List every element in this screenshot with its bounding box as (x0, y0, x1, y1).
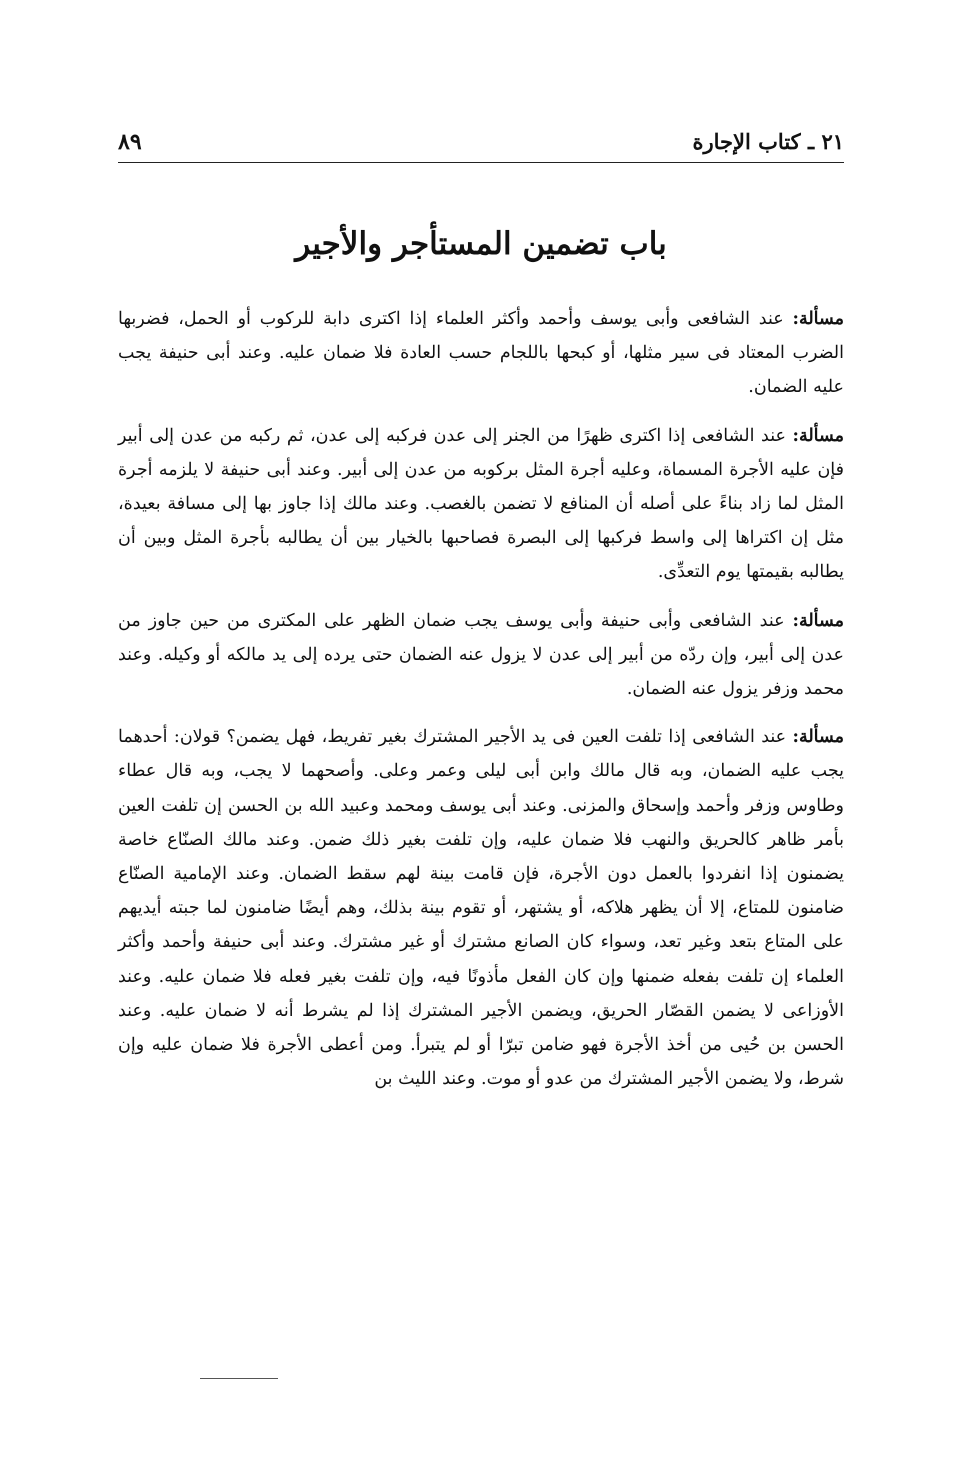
paragraph (118, 302, 844, 405)
paragraph (118, 604, 844, 707)
paragraph-label: مسألة: (792, 610, 844, 631)
chapter-title: باب تضمين المستأجر والأجير (295, 226, 667, 262)
paragraph-text: عند الشافعى وأبى يوسف وأحمد وأكثر العلماء إذا اكترى دابة للركوب أو الحمل، فضربها الضرب المعتاد فى سير مثلها، أو كبحها باللجام حسب العادة فلا ضمان عليه. وعند أبى حنيفة يجب عليه الضمان. (118, 309, 844, 398)
footnote-rule (200, 1378, 278, 1379)
page-number: ٨٩ (118, 129, 142, 155)
paragraph-label: مسألة: (792, 309, 844, 329)
paragraph-label: مسألة: (792, 727, 844, 748)
paragraph-text: عند الشافعى وأبى حنيفة وأبى يوسف يجب ضمان الظهر على المكترى من حين جاوز من عدن إلى أبير، وإن ردّه من أبير إلى عدن لا يزول عنه الضمان حتى يرده إلى يد مالكه أو وكيله. وعند محمد وزفر يزول عنه الضمان. (118, 610, 844, 700)
paragraph-label: مسألة: (792, 425, 844, 446)
paragraph-text: عند الشافعى إذا اكترى ظهرًا من الجنر إلى عدن فركبه إلى عدن، ثم ركبه من عدن إلى أبير فإن عليه الأجرة المسماة، وعليه أجرة المثل بركوبه من عدن إلى أبير. وعند أبى حنيفة لا يلزمه أجرة المثل لما زاد بناءً على أصله أن المنافع لا تضمن بالغصب. وعند مالك إذا جاوز بها إلى مسافة بعيدة، مثل إن اكتراها إلى واسط فركبها إلى البصرة فصاحبها بالخيار بين أن يطالبه بأجرة المثل وبين أن يطالبه بقيمتها يوم التعدِّى. (118, 425, 845, 583)
paragraph-text: عند الشافعى إذا تلفت العين فى يد الأجير المشترك بغير تفريط، فهل يضمن؟ قولان: أحدهما يجب عليه الضمان، وبه قال مالك وابن أبى ليلى وعمر وعلى. وأصحهما لا يجب، وبه قال عطاء وطاوس وزفر وأحمد وإسحاق والمزنى. وعند أبى يوسف ومحمد وعبيد الله بن الحسن إن تلفت العين بأمر ظاهر كالحريق والنهب فلا ضمان عليه، وإن تلفت بغير ذلك ضمن. وعند مالك الصنّاع خاصة يضمنون إذا انفردوا بالعمل دون الأجرة، فإن قامت بينة لهم سقط الضمان. وعند الإمامية الصنّاع ضامنون للمتاع، إلا أن يظهر هلاكه، أو يشتهر، أو تقوم بينة بذلك، وهم أيضًا ضامنون لما جبته أيديهم على المتاع بتعد وغير تعد، وسواء كان الصانع مشترك أو غير مشترك. وعند أبى حنيفة وأحمد وأكثر العلماء إن تلفت بفعله ضمنها وإن كان الفعل مأذونًا فيه، وإن تلفت بغير فعله فلا ضمان عليه. وعند الأوزاعى لا يضمن القصّار الحريق، ويضمن الأجير المشترك إذا لم يشرط أنه لا ضمان عليه. وعند الحسن بن حُيى من أخذ الأجرة فهو ضامن تبرّا أو لم يتبرأ. ومن أعطى الأجرة فلا ضمان عليه وإن شرط، ولا يضمن الأجير المشترك من عدو أو موت. وعند الليث بن (118, 727, 844, 1090)
paragraph (118, 720, 844, 1096)
paragraph (118, 419, 844, 590)
running-title: ٢١ ـ كتاب الإجارة (692, 129, 844, 154)
body-text (118, 302, 844, 1110)
running-head (118, 126, 844, 163)
